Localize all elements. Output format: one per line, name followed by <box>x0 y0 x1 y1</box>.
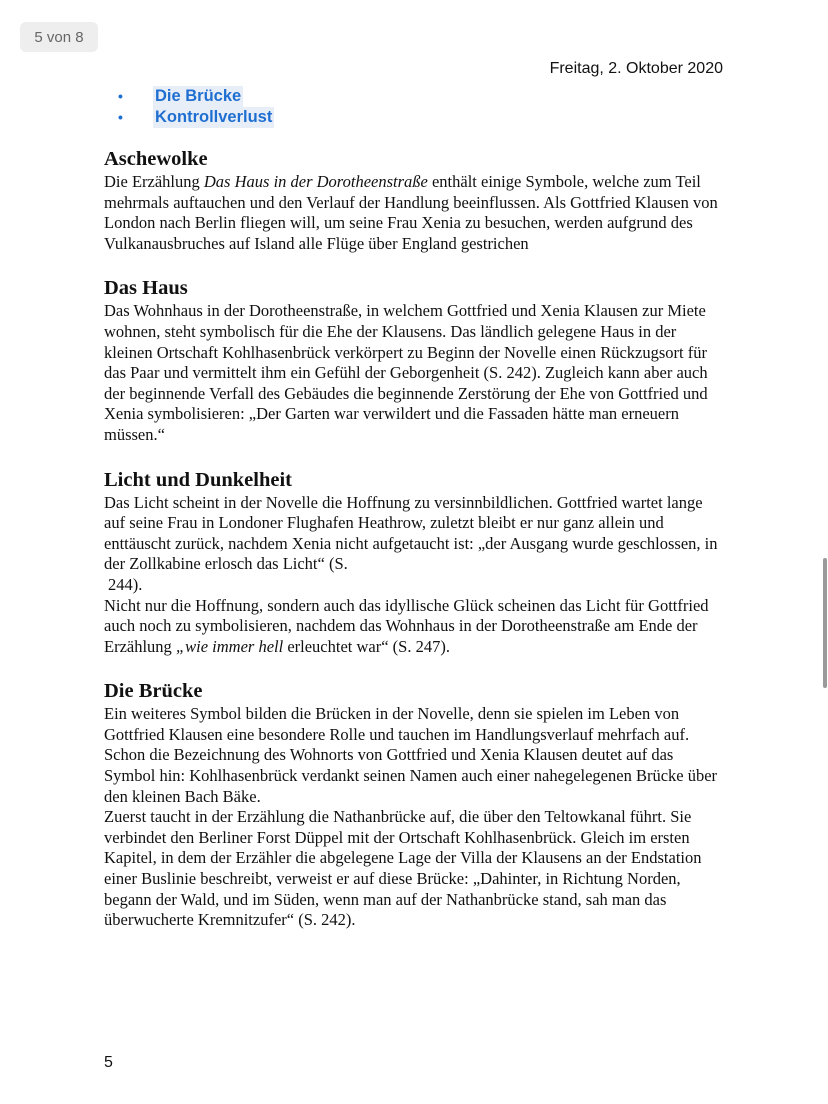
section-heading: Die Brücke <box>104 680 203 703</box>
toc-item <box>118 107 274 128</box>
bullet-icon: • <box>118 109 123 125</box>
section-heading: Das Haus <box>104 277 188 300</box>
paragraph <box>104 172 724 254</box>
text-run: Die Erzählung <box>104 172 204 191</box>
page-number: 5 <box>104 1054 113 1071</box>
page-indicator: 5 von 8 <box>20 22 98 52</box>
toc-list <box>118 86 274 128</box>
text-run: Das Licht scheint in der Novelle die Hoffnung zu versinnbildlichen. Gottfried wartet lange auf seine Frau in Londoner Flughafen Heathrow, zuletzt bleibt er nur ganz allein und enttäuscht zurück, nachdem Xenia nicht aufgetaucht ist: „der Ausgang wurde geschlossen, in der Zollkabine erlosch das Licht“ (S. <box>104 492 718 574</box>
paragraph: Das Wohnhaus in der Dorotheenstraße, in welchem Gottfried und Xenia Klausen zur Miete wohnen, steht symbolisch für die Ehe der Klausens. Das ländlich gelegene Haus in der kleinen Ortschaft Kohlhasenbrück verkörpert zu Beginn der Novelle einen Rückzugsort für das Paar und vermittelt ihm ein Gefühl der Geborgenheit (S. 242). Zugleich kann aber auch der beginnende Verfall des Gebäudes die beginnende Zerstörung der Ehe von Gottfried und Xenia symbolisieren: „Der Garten war verwildert und die Fassaden hätte man erneuern müssen.“ <box>104 301 708 444</box>
document-body <box>104 146 724 952</box>
toc-link-kontrollverlust[interactable]: Kontrollverlust <box>155 108 273 126</box>
text-run: enthält einige Symbole, welche zum Teil mehrmals auftauchen und den Verlauf der Handlung beeinflussen. Als Gottfried Klausen von London nach Berlin fliegen will, um seine Frau Xenia zu besuchen, werden aufgrund des Vulkanausbruches auf Island alle Flüge über England gestrichen <box>104 172 718 253</box>
italic-title: Das Haus in der Dorotheenstraße <box>203 172 428 191</box>
section-licht <box>104 467 724 658</box>
paragraph: Zuerst taucht in der Erzählung die Nathanbrücke auf, die über den Teltowkanal führt. Sie verbindet den Berliner Forst Düppel mit der Ortschaft Kohlhasenbrück. Gleich im ersten Kapitel, in dem der Erzähler die abgelegene Lage der Villa der Klausens an der Endstation einer Buslinie beschreibt, verweist er auf diese Brücke: „Dahinter, in Richtung Norden, begann der Wald, und im Süden, wenn man auf der Nathanbrücke stand, sah man das überwucherte Kremnitzufer“ (S. 242). <box>104 807 702 930</box>
text-run: erleuchtet war“ (S. 247). <box>283 636 450 656</box>
section-aschewolke <box>104 146 724 254</box>
text-run: 244). <box>108 574 143 594</box>
section-bruecke <box>104 678 724 931</box>
paragraph <box>104 493 724 596</box>
scrollbar-thumb[interactable] <box>823 558 827 688</box>
header-date: Freitag, 2. Oktober 2020 <box>549 60 723 77</box>
bullet-icon: • <box>118 88 123 104</box>
section-heading: Licht und Dunkelheit <box>104 468 292 491</box>
toc-link-bruecke[interactable]: Die Brücke <box>155 87 242 105</box>
toc-item <box>118 86 274 107</box>
paragraph: Ein weiteres Symbol bilden die Brücken in der Novelle, denn sie spielen im Leben von Gottfried Klausen eine besondere Rolle und tauchen im Handlungsverlauf mehrfach auf. Schon die Bezeichnung des Wohnorts von Gottfried und Xenia Klausen deutet auf das Symbol hin: Kohlhasenbrück verdankt seinen Namen auch einer nahegelegenen Brücke über den kleinen Bach Bäke. <box>104 704 718 806</box>
section-haus <box>104 275 724 445</box>
section-heading: Aschewolke <box>104 148 208 170</box>
paragraph <box>104 596 724 658</box>
italic-quote: „wie immer hell <box>175 636 284 656</box>
text-run: Nicht nur die Hoffnung, sondern auch das idyllische Glück scheinen das Licht für Gottfried auch noch zu symbolisieren, nachdem das Wohnhaus in der Dorotheenstraße am Ende der Erzählung <box>104 595 709 656</box>
